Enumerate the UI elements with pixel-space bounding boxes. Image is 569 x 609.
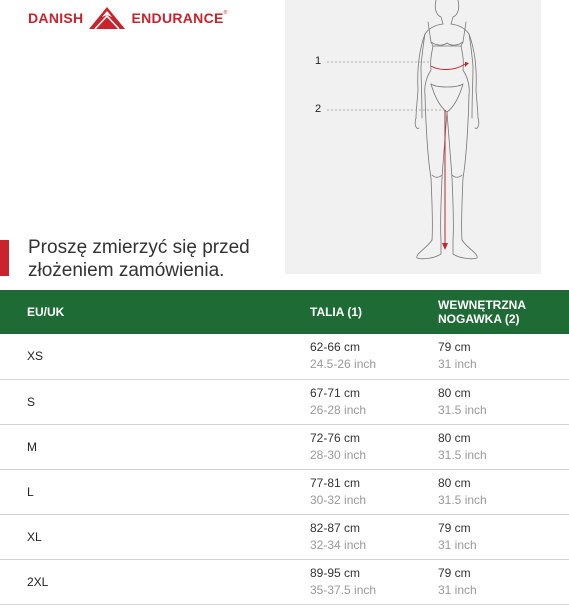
marker-waist: 1 [315,55,322,67]
waist-cell [310,379,438,424]
size-cell: XS [0,334,310,379]
intro-text: Proszę zmierzyć się przed złożeniem zamówienia. [28,237,250,281]
waist-inch: 26-28 inch [310,402,367,417]
mountain-logo-icon [87,6,127,30]
inseam-cell [438,469,569,514]
waist-inch: 35-37.5 inch [310,582,377,597]
waist-inch: 24.5-26 inch [310,357,377,372]
waist-cm: 67-71 cm [310,385,361,400]
inseam-cell [438,514,569,559]
waist-cm: 89-95 cm [310,565,361,580]
waist-inch: 30-32 inch [310,492,367,507]
table-row [0,334,569,379]
brand-word-left: DANISH [28,10,84,26]
inseam-inch: 31 inch [438,537,477,552]
trademark-symbol: ® [223,10,228,16]
header-inseam: WEWNĘTRZNA NOGAWKA (2) [438,298,526,326]
inseam-inch: 31 inch [438,582,477,597]
inseam-cm: 80 cm [438,430,471,445]
waist-cell [310,424,438,469]
inseam-cm: 79 cm [438,340,471,355]
body-measurement-figure-icon [285,0,541,274]
waist-cell [310,514,438,559]
table-row [0,469,569,514]
table-row [0,559,569,604]
inseam-cell [438,559,569,604]
header-waist: TALIA (1) [310,305,362,319]
table-row [0,514,569,559]
inseam-cm: 80 cm [438,385,471,400]
size-cell: M [0,424,310,469]
inseam-cell [438,379,569,424]
brand-word-right: ENDURANCE [131,10,224,26]
inseam-cell [438,424,569,469]
waist-cm: 77-81 cm [310,475,361,490]
measurement-figure-panel [285,0,541,274]
inseam-cell [438,334,569,379]
size-cell: XL [0,514,310,559]
inseam-inch: 31.5 inch [438,402,487,417]
inseam-inch: 31 inch [438,357,477,372]
inseam-inch: 31.5 inch [438,492,487,507]
inseam-inch: 31.5 inch [438,447,487,462]
table-row [0,424,569,469]
waist-cell [310,469,438,514]
table-header-row [0,290,569,334]
inseam-cm: 80 cm [438,475,471,490]
waist-cm: 82-87 cm [310,520,361,535]
table-row [0,379,569,424]
waist-cell [310,334,438,379]
waist-cell [310,559,438,604]
marker-inseam: 2 [315,103,322,115]
brand-logo [28,6,227,30]
waist-inch: 32-34 inch [310,537,367,552]
size-cell: 2XL [0,559,310,604]
inseam-cm: 79 cm [438,565,471,580]
size-cell: S [0,379,310,424]
inseam-cm: 79 cm [438,520,471,535]
waist-cm: 62-66 cm [310,340,361,355]
waist-inch: 28-30 inch [310,447,367,462]
waist-cm: 72-76 cm [310,430,361,445]
size-cell: L [0,469,310,514]
size-chart-table [0,290,569,605]
accent-bar [0,240,9,276]
header-size: EU/UK [27,305,65,319]
